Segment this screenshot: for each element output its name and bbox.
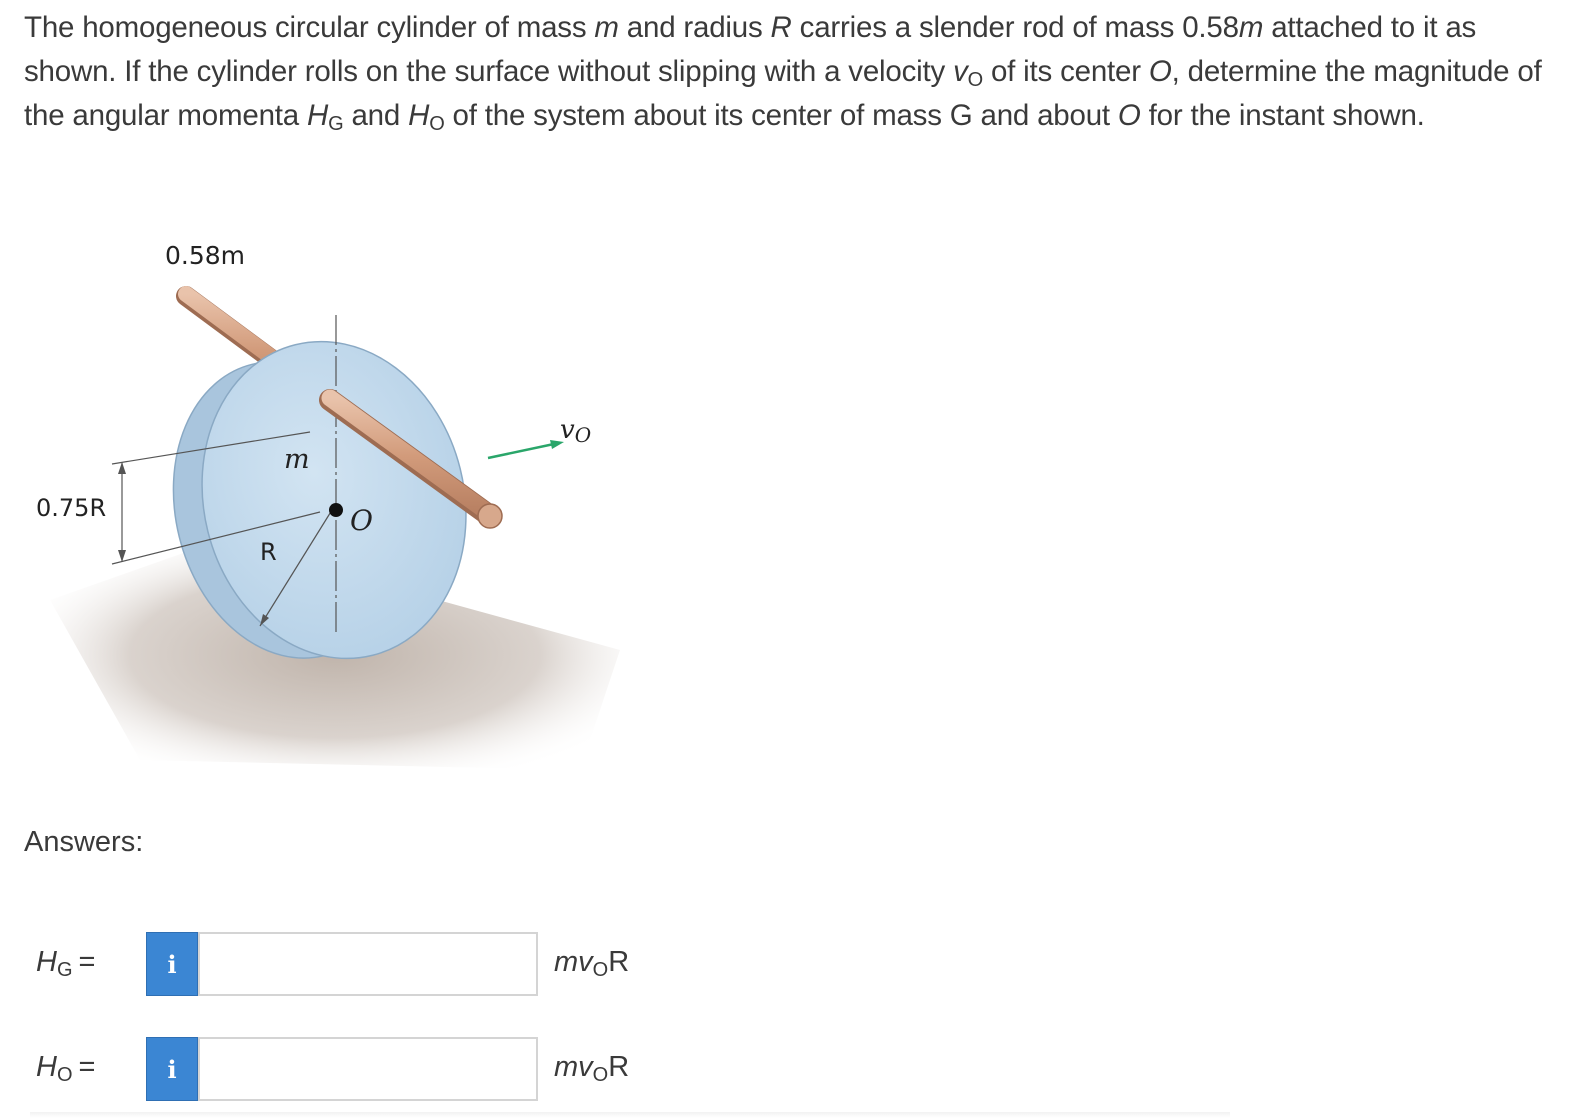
problem-text: for the instant shown. xyxy=(1140,99,1425,132)
var-m: m xyxy=(594,11,619,44)
center-label: O xyxy=(350,504,373,537)
answer-row-HG xyxy=(36,932,656,998)
problem-text: carries a slender rod of mass 0.58 xyxy=(791,11,1239,44)
answer-unit xyxy=(554,1051,629,1087)
problem-text: of its center xyxy=(982,55,1149,88)
answer-symbol: H xyxy=(36,1051,57,1083)
var-R: R xyxy=(770,11,792,44)
bottom-divider xyxy=(30,1112,1230,1118)
problem-text: of the system about its center of mass G and about xyxy=(444,99,1118,132)
problem-text: , determine the magnitude of the angular momenta xyxy=(24,55,1542,132)
answer-input-HO[interactable] xyxy=(198,1037,538,1101)
unit-subscript: O xyxy=(592,1064,609,1086)
unit-part: R xyxy=(608,1051,630,1083)
var-v: v xyxy=(953,55,968,88)
info-icon: i xyxy=(167,1054,177,1084)
problem-statement xyxy=(24,6,1559,138)
var-O: O xyxy=(1148,55,1172,88)
equals-sign: = xyxy=(78,946,96,978)
velocity-arrow xyxy=(488,440,564,458)
unit-subscript: O xyxy=(592,959,609,981)
subscript-O: O xyxy=(429,113,445,135)
subscript-G: G xyxy=(328,113,344,135)
unit-part: R xyxy=(608,946,630,978)
answer-input-HG[interactable] xyxy=(198,932,538,996)
problem-text: and xyxy=(343,99,409,132)
var-H: H xyxy=(408,99,430,132)
info-icon: i xyxy=(167,949,177,979)
cylinder-rod-figure xyxy=(20,200,640,780)
answer-label-HG xyxy=(36,946,95,982)
unit-part: mv xyxy=(554,1051,593,1083)
unit-part: mv xyxy=(554,946,593,978)
radius-label: R xyxy=(260,538,277,566)
answer-symbol: H xyxy=(36,946,57,978)
info-button[interactable] xyxy=(146,932,198,996)
rod-mass-label: 0.58m xyxy=(165,241,246,270)
answer-label-HO xyxy=(36,1051,95,1087)
problem-text: and radius xyxy=(618,11,771,44)
answer-row-HO xyxy=(36,1037,656,1103)
var-H: H xyxy=(306,99,329,132)
var-O: O xyxy=(1117,99,1141,132)
var-m: m xyxy=(1238,11,1264,44)
answer-subscript: G xyxy=(56,959,73,981)
velocity-label: vO xyxy=(560,415,592,447)
answers-title: Answers: xyxy=(24,826,144,858)
subscript-O: O xyxy=(967,69,983,91)
equals-sign: = xyxy=(78,1051,96,1083)
center-point-O xyxy=(329,503,343,517)
answer-unit xyxy=(554,946,629,982)
height-label: 0.75R xyxy=(36,494,107,522)
cylinder-mass-label: m xyxy=(284,444,310,475)
problem-text: attached to it as shown. If the cylinder rolls on the surface without slipping with a velocity xyxy=(24,11,1477,88)
answer-subscript: O xyxy=(56,1064,73,1086)
info-button[interactable] xyxy=(146,1037,198,1101)
problem-text: The homogeneous circular cylinder of mass xyxy=(24,11,595,44)
